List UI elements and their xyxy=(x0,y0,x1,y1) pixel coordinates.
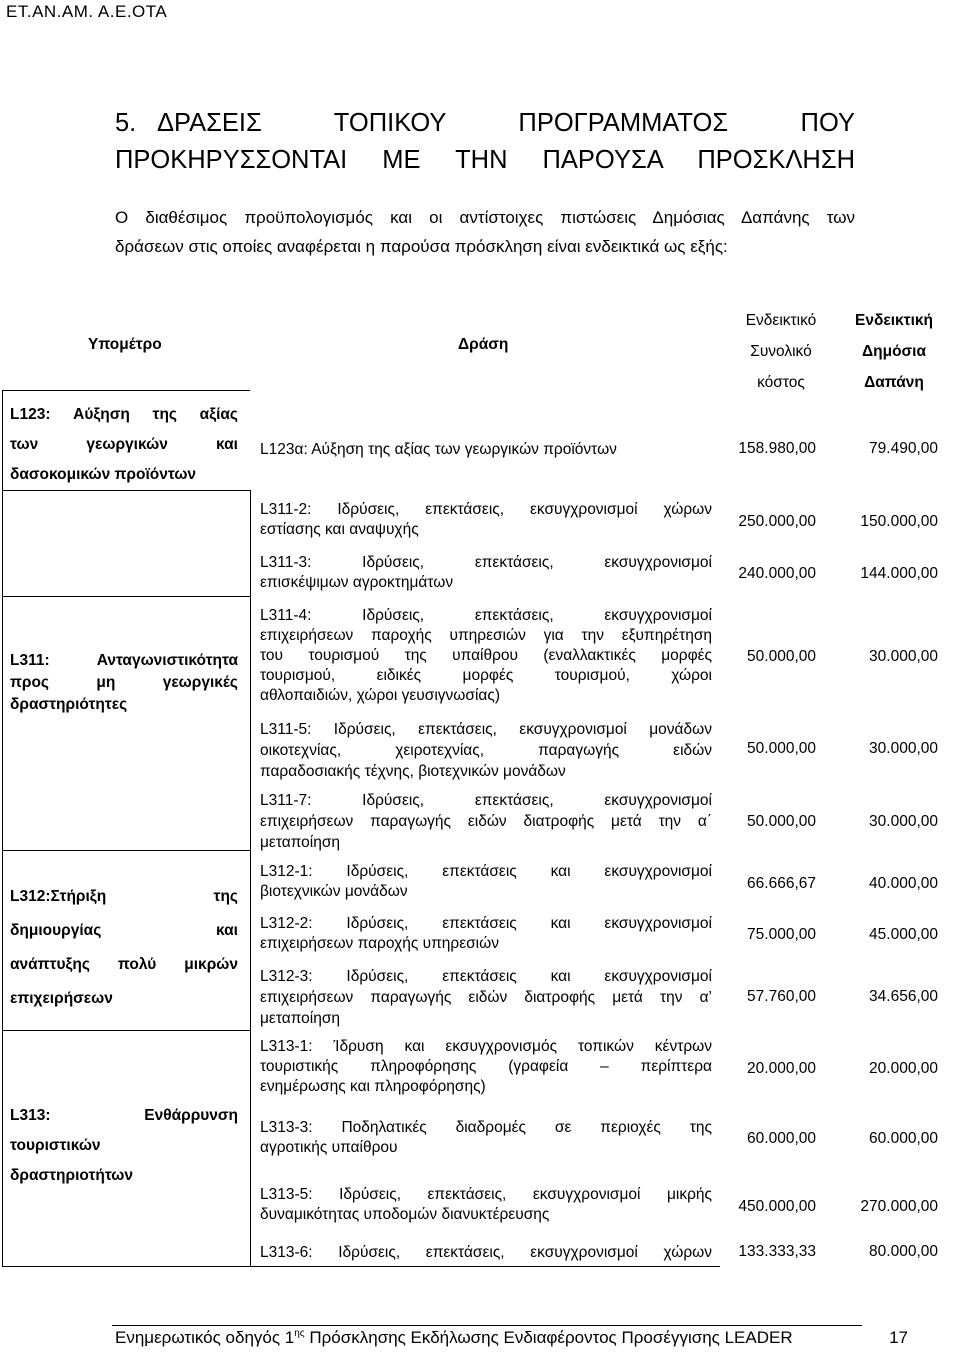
cost-value: 57.760,00 xyxy=(747,988,816,1005)
action-row xyxy=(260,790,712,853)
action-line: βιοτεχνικών μονάδων xyxy=(260,883,408,900)
action-line: τουριστικής πληροφόρησης (γραφεία – περίπτερα xyxy=(260,1058,712,1075)
public-value: 34.656,00 xyxy=(869,988,938,1005)
cost-value: 75.000,00 xyxy=(747,926,816,943)
action-row xyxy=(260,1243,712,1263)
measure-line: των γεωργικών και xyxy=(10,436,238,453)
action-line: L313-3: Ποδηλατικές διαδρομές σε περιοχές της xyxy=(260,1119,712,1136)
table-rule xyxy=(2,1266,250,1267)
footer-text-post: Πρόσκλησης Εκδήλωσης Ενδιαφέροντος Προσέγγισης LEADER xyxy=(304,1328,793,1347)
cost-value: 50.000,00 xyxy=(747,648,816,665)
header-public xyxy=(840,305,948,398)
table-rule xyxy=(250,1266,720,1267)
action-line: μεταποίηση xyxy=(260,834,341,851)
page-footer xyxy=(115,1328,875,1348)
action-line: επιχειρήσεων παροχής υπηρεσιών για την εξυπηρέτηση xyxy=(260,627,712,644)
table-rule xyxy=(250,490,251,1267)
public-value: 20.000,00 xyxy=(869,1060,938,1077)
action-row xyxy=(260,1037,712,1097)
public-value: 80.000,00 xyxy=(869,1243,938,1260)
action-line: L313-6: Ιδρύσεις, επεκτάσεις, εκσυγχρονισμοί χώρων xyxy=(260,1244,712,1261)
header-cost xyxy=(720,305,842,398)
section-title-line-2: ΠΡΟΚΗΡΥΣΣΟΝΤΑΙ ΜΕ ΤΗΝ ΠΑΡΟΥΣΑ ΠΡΟΣΚΛΗΣΗ xyxy=(115,146,855,174)
action-line: L311-7: Ιδρύσεις, επεκτάσεις, εκσυγχρονισμοί xyxy=(260,792,712,809)
intro-line-1: Ο διαθέσιμος προϋπολογισμός και οι αντίστοιχες πιστώσεις Δημόσιας Δαπάνης των xyxy=(115,208,855,227)
cost-value: 240.000,00 xyxy=(738,565,816,582)
action-line: L312-2: Ιδρύσεις, επεκτάσεις και εκσυγχρονισμοί xyxy=(260,915,712,932)
page-number: 17 xyxy=(889,1328,908,1347)
measure-l123 xyxy=(10,400,238,490)
header-cost-line: Ενδεικτικό xyxy=(745,312,817,329)
table-rule xyxy=(2,850,250,851)
intro-line-2: δράσεων στις οποίες αναφέρεται η παρούσα πρόσκληση είναι ενδεικτικά ως εξής: xyxy=(115,237,728,256)
footer-text-pre: Ενημερωτικός οδηγός 1 xyxy=(115,1328,295,1347)
measure-line: δραστηριοτήτων xyxy=(10,1167,134,1184)
document-header: ΕΤ.ΑΝ.ΑΜ. Α.Ε.ΟΤΑ xyxy=(6,2,168,21)
header-cost-line: Συνολικό xyxy=(750,343,812,360)
action-line: αθλοπαιδιών, χώροι γευσιγνωσίας) xyxy=(260,687,500,704)
action-line: L313-5: Ιδρύσεις, επεκτάσεις, εκσυγχρονισμοί μικρής xyxy=(260,1186,712,1203)
measure-line: δραστηριότητες xyxy=(10,696,128,713)
action-line: δυναμικότητας υποδομών διανυκτέρευσης xyxy=(260,1206,550,1223)
action-line: L312-3: Ιδρύσεις, επεκτάσεις και εκσυγχρονισμοί xyxy=(260,968,712,985)
action-row xyxy=(260,914,712,954)
action-row xyxy=(260,719,712,782)
action-row xyxy=(260,553,712,593)
action-line: L311-4: Ιδρύσεις, επεκτάσεις, εκσυγχρονισμοί xyxy=(260,607,712,624)
header-public-line: Δημόσια xyxy=(862,343,926,360)
table-rule xyxy=(2,1030,250,1031)
action-line: οικοτεχνίας, χειροτεχνίας, παραγωγής ειδών xyxy=(260,742,712,759)
header-cost-line: κόστος xyxy=(757,374,805,391)
public-value: 150.000,00 xyxy=(860,513,938,530)
action-line: ενημέρωσης και πληροφόρησης) xyxy=(260,1078,486,1095)
action-row xyxy=(260,966,712,1029)
action-line: παραδοσιακής τέχνης, βιοτεχνικών μονάδων xyxy=(260,763,566,780)
cost-value: 60.000,00 xyxy=(747,1130,816,1147)
header-action: Δράση xyxy=(458,336,509,353)
action-line: τουρισμού, ειδικές μορφές τουρισμού, χώροι xyxy=(260,667,712,684)
action-line: L312-1: Ιδρύσεις, επεκτάσεις και εκσυγχρονισμοί xyxy=(260,863,712,880)
action-line: L311-2: Ιδρύσεις, επεκτάσεις, εκσυγχρονισμοί χώρων xyxy=(260,501,712,518)
cost-value: 66.666,67 xyxy=(747,875,816,892)
header-measure: Υπομέτρο xyxy=(88,336,162,353)
action-line: μεταποίηση xyxy=(260,1010,341,1027)
action-line: επιχειρήσεων παραγωγής ειδών διατροφής μετά την α’ xyxy=(260,989,712,1006)
measure-line: τουριστικών xyxy=(10,1137,101,1154)
measure-line: δημιουργίας και xyxy=(10,922,238,939)
section-title-line-1 xyxy=(115,104,855,142)
measure-line: L313: Ενθάρρυνση xyxy=(10,1107,238,1124)
public-value: 30.000,00 xyxy=(869,740,938,757)
measure-l311 xyxy=(10,650,238,716)
measure-line: L123: Αύξηση της αξίας xyxy=(10,406,238,423)
public-value: 79.490,00 xyxy=(869,440,938,457)
cost-value: 133.333,33 xyxy=(738,1243,816,1260)
public-value: 60.000,00 xyxy=(869,1130,938,1147)
public-value: 144.000,00 xyxy=(860,565,938,582)
measure-line: προς μη γεωργικές xyxy=(10,674,238,691)
measure-line: L311: Ανταγωνιστικότητα xyxy=(10,652,238,669)
action-line: επιχειρήσεων παροχής υπηρεσιών xyxy=(260,935,499,952)
table-rule xyxy=(2,390,3,1267)
measure-line: επιχειρήσεων xyxy=(10,990,113,1007)
action-row xyxy=(260,500,712,540)
cost-value: 50.000,00 xyxy=(747,813,816,830)
header-public-line: Ενδεικτική xyxy=(855,312,933,329)
header-public-line: Δαπάνη xyxy=(864,374,924,391)
cost-value: 20.000,00 xyxy=(747,1060,816,1077)
action-line: επιχειρήσεων παραγωγής ειδών διατροφής μετά την α΄ xyxy=(260,813,712,830)
action-line: L311-3: Ιδρύσεις, επεκτάσεις, εκσυγχρονισμοί xyxy=(260,554,712,571)
action-line: επισκέψιμων αγροκτημάτων xyxy=(260,574,454,591)
action-row xyxy=(260,440,720,460)
action-row xyxy=(260,862,712,902)
measure-l312 xyxy=(10,880,238,1016)
footer-superscript: ης xyxy=(294,1328,305,1339)
measure-line: δασοκομικών προϊόντων xyxy=(10,466,197,483)
cost-value: 250.000,00 xyxy=(738,513,816,530)
cost-value: 50.000,00 xyxy=(747,740,816,757)
action-line: εστίασης και αναψυχής xyxy=(260,521,419,538)
action-line: του τουρισμού της υπαίθρου (εναλλακτικές μορφές xyxy=(260,647,712,664)
cost-value: 158.980,00 xyxy=(738,440,816,457)
public-value: 30.000,00 xyxy=(869,813,938,830)
public-value: 270.000,00 xyxy=(860,1198,938,1215)
action-row xyxy=(260,1185,712,1225)
action-line: L313-1: Ίδρυση και εκσυγχρονισμός τοπικών κέντρων xyxy=(260,1038,712,1055)
action-line: L123α: Αύξηση της αξίας των γεωργικών προϊόντων xyxy=(260,441,617,458)
action-line: αγροτικής υπαίθρου xyxy=(260,1139,398,1156)
public-value: 30.000,00 xyxy=(869,648,938,665)
measure-l313 xyxy=(10,1101,238,1191)
table-rule xyxy=(2,596,250,597)
footer-rule xyxy=(112,1325,862,1326)
public-value: 45.000,00 xyxy=(869,926,938,943)
action-row xyxy=(260,1118,712,1158)
measure-line: ανάπτυξης πολύ μικρών xyxy=(10,956,238,973)
table-rule xyxy=(2,490,250,491)
measure-line: L312:Στήριξη της xyxy=(10,888,238,905)
table-rule xyxy=(2,390,250,391)
section-title-text-1: ΔΡΑΣΕΙΣ ΤΟΠΙΚΟΥ ΠΡΟΓΡΑΜΜΑΤΟΣ ΠΟΥ xyxy=(157,109,855,137)
action-line: L311-5: Ιδρύσεις, επεκτάσεις, εκσυγχρονισμοί μονάδων xyxy=(260,721,712,738)
public-value: 40.000,00 xyxy=(869,875,938,892)
cost-value: 450.000,00 xyxy=(738,1198,816,1215)
action-row xyxy=(260,606,712,706)
section-number: 5. xyxy=(115,109,137,137)
